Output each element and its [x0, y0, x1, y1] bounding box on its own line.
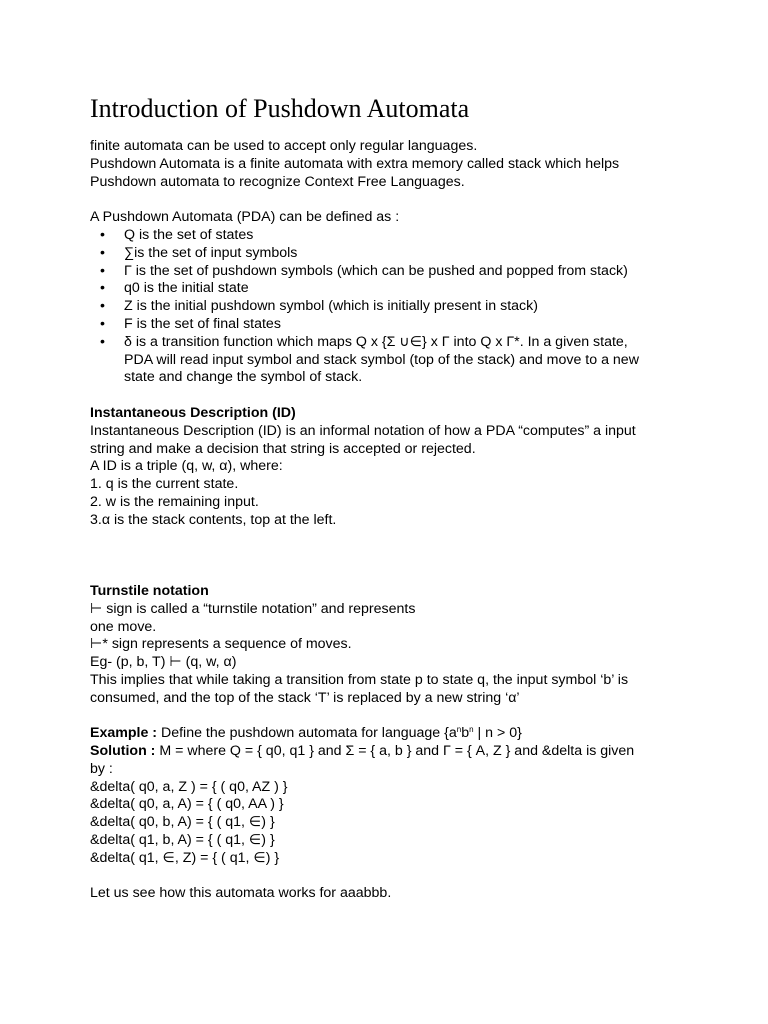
turnstile-line: ⊢ sign is called a “turnstile notation” and represents — [90, 600, 416, 617]
intro-line: Pushdown Automata is a finite automata with extra memory called stack which helps — [90, 155, 620, 172]
bullet-icon: • — [100, 315, 105, 332]
id-line: 1. q is the current state. — [90, 476, 239, 493]
turnstile-line: consumed, and the top of the stack ‘T’ is replaced by a new string ‘α’ — [90, 689, 520, 706]
turnstile-line: ⊢* sign represents a sequence of moves. — [90, 636, 352, 653]
id-line: A ID is a triple (q, w, α), where: — [90, 458, 283, 475]
list-item-transition: • δ is a transition function which maps Q x {Σ ∪∈} x Γ into Q x Γ*. In a given state, PDA will read input symbol and stack symbol (top of the stack) and move to a new state and change the symbol of stack. — [100, 333, 639, 386]
page-title: Introduction of Pushdown Automata — [90, 94, 470, 123]
closing-line: Let us see how this automata works for aaabbb. — [90, 885, 392, 902]
turnstile-line: This implies that while taking a transition from state p to state q, the input symbol ‘b’ is — [90, 671, 629, 688]
document-body — [90, 138, 730, 903]
list-item: • ∑is the set of input symbols — [100, 244, 298, 261]
delta-line: &delta( q1, ∈, Z) = { ( q1, ∈) } — [90, 849, 280, 866]
bullet-icon: • — [100, 244, 105, 261]
solution-label: Solution : — [90, 743, 156, 760]
delta-line: &delta( q1, b, A) = { ( q1, ∈) } — [90, 832, 275, 849]
delta-line: &delta( q0, b, A) = { ( q1, ∈) } — [90, 814, 275, 831]
list-item: • Γ is the set of pushdown symbols (which can be pushed and popped from stack) — [100, 262, 628, 279]
bullet-icon: • — [100, 333, 105, 350]
section-heading-turnstile: Turnstile notation — [90, 582, 209, 599]
example-label: Example : — [90, 725, 158, 742]
bullet-icon: • — [100, 226, 105, 243]
id-line: 3.α is the stack contents, top at the left. — [90, 511, 337, 528]
definition-lead: A Pushdown Automata (PDA) can be defined as : — [90, 209, 400, 226]
bullet-icon: • — [100, 280, 105, 297]
list-item: • Q is the set of states — [100, 226, 254, 243]
bullet-icon: • — [100, 262, 105, 279]
bullet-icon: • — [100, 298, 105, 315]
id-line: Instantaneous Description (ID) is an informal notation of how a PDA “computes” a input — [90, 422, 636, 439]
example-line: Example : Define the pushdown automata for language {$a^nb^n$ | n > 0} — [90, 725, 522, 742]
list-item: • q0 is the initial state — [100, 280, 249, 297]
intro-line: finite automata can be used to accept only regular languages. — [90, 138, 478, 154]
id-line: 2. w is the remaining input. — [90, 493, 259, 510]
solution-line: Solution : M = where Q = { q0, q1 } and Σ = { a, b } and Γ = { A, Z } and &delta is given — [90, 743, 635, 760]
solution-continuation: by : — [90, 760, 113, 777]
id-line: string and make a decision that string is accepted or rejected. — [90, 440, 476, 457]
delta-line: &delta( q0, a, A) = { ( q0, AA ) } — [90, 796, 284, 813]
list-item: • Z is the initial pushdown symbol (which is initially present in stack) — [100, 298, 538, 315]
turnstile-line: one move. — [90, 618, 157, 635]
delta-line: &delta( q0, a, Z ) = { ( q0, AZ ) } — [90, 778, 288, 795]
pda-components-list — [90, 227, 730, 387]
turnstile-line: Eg- (p, b, T) ⊢ (q, w, α) — [90, 654, 237, 671]
section-heading-id: Instantaneous Description (ID) — [90, 404, 296, 421]
intro-line: Pushdown automata to recognize Context Free Languages. — [90, 173, 465, 190]
list-item: • F is the set of final states — [100, 315, 281, 332]
